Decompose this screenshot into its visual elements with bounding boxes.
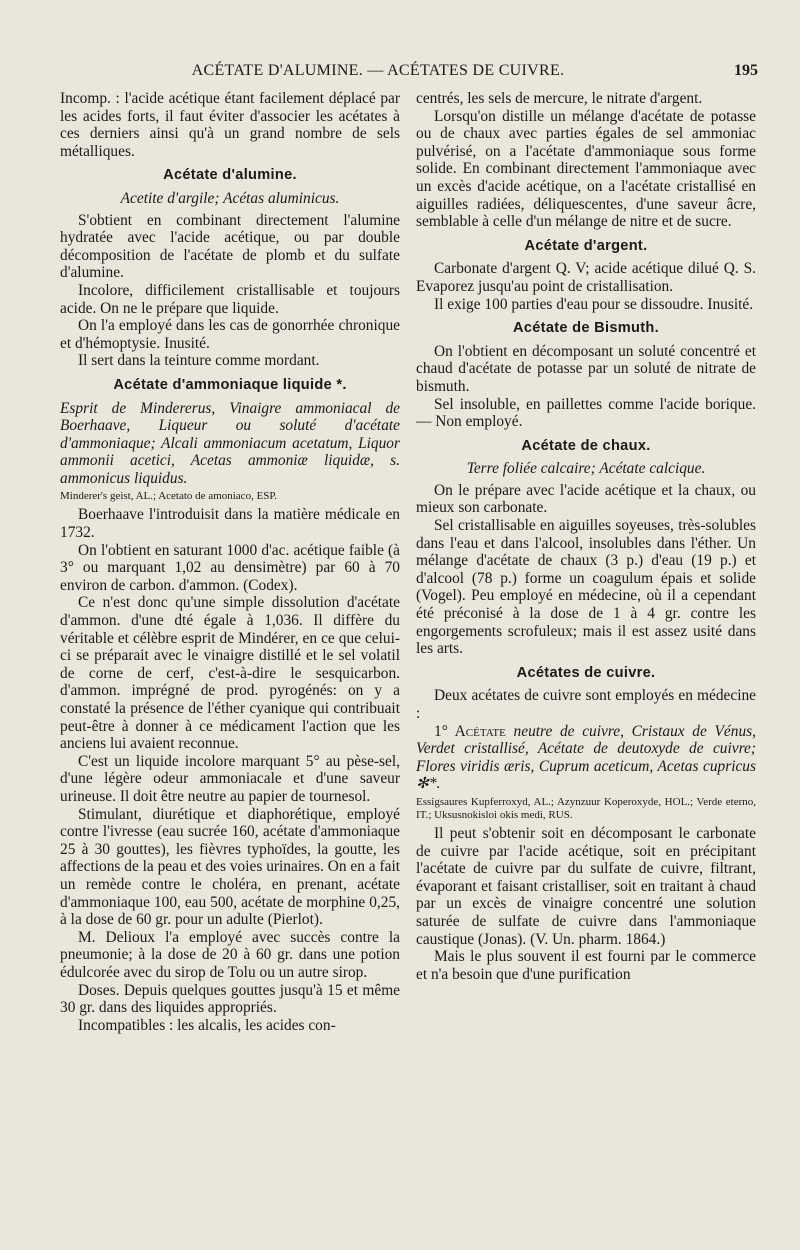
paragraph: Sel cristallisable en aiguilles soyeuses, très-solubles dans l'eau et dans l'alcool, insolubles dans l'éther. Un mélange d'acétate de chaux (3 p.) d'eau (19 p.) et d'alcool (78 p.) forme un coagulum épais et solide (Vogel). Peu employé en médecine, où il a cependant été préconisé à la dose de 1 à 4 gr. contre les engorgements scrofuleux; mais il est assez usité dans les arts. bbox=[416, 517, 756, 658]
paragraph: Sel insoluble, en paillettes comme l'acide borique. — Non employé. bbox=[416, 395, 756, 431]
paragraph: Ce n'est donc qu'une simple dissolution d'acétate d'ammon. d'une dté égale à 1,036. Il diffère du véritable et célèbre esprit de Mindérer, en ce que celui-ci se préparait avec le vinaigre distillé et le sel volatil de corne de cerf, c'est-à-dire le sesquicarbon. d'ammon. imprégné de prod. pyrogénés: on y a constaté la présence de l'éther cyanique qui contribuait peut-être à donner à ce médicament l'action que les anciens lui avaient reconnue. bbox=[60, 594, 400, 753]
paragraph: Lorsqu'on distille un mélange d'acétate de potasse ou de chaux avec parties égales de sel ammoniac pulvérisé, on a l'acétate d'ammoniaque sous forme solide. En combinant directement l'ammoniaque avec un excès d'acide acétique, on a l'acétate cristallisé en aiguilles radiées, déliquescentes, d'une saveur âcre, semblable à celle d'un mélange de nitre et de sucre. bbox=[416, 107, 756, 231]
synonyms-ammoniaque: Esprit de Mindererus, Vinaigre ammoniacal de Boerhaave, Liqueur ou soluté d'acétate d'ammoniaque; Alcali ammoniacum acetatum, Liquor ammonii acetici, Acetas ammoniæ liquidæ, s. ammonicus liquidus. bbox=[60, 399, 400, 487]
paragraph: C'est un liquide incolore marquant 5° au pèse-sel, d'une légère odeur ammoniacale et d'une saveur urineuse. Il doit être neutre au papier de tournesol. bbox=[60, 752, 400, 805]
section-heading-chaux: Acétate de chaux. bbox=[521, 437, 651, 454]
paragraph: Incolore, difficilement cristallisable et toujours acide. On ne le prépare que liquide. bbox=[60, 281, 400, 317]
left-column bbox=[60, 90, 400, 1034]
paragraph: Stimulant, diurétique et diaphorétique, employé contre l'ivresse (eau sucrée 160, acétate d'ammoniaque 25 à 30 gouttes), les fièvres typhoïdes, la goutte, les affections de la peau et des voies urinaires. On en a fait un remède contre le choléra, en prenant, acétate d'ammoniaque 100, eau 500, acétate de morphine 0,25, à la dose de 60 gr. pour un adulte (Pierlot). bbox=[60, 805, 400, 929]
synonyms-alumine: Acetite d'argile; Acétas aluminicus. bbox=[120, 189, 340, 207]
paragraph: On le prépare avec l'acide acétique et la chaux, ou mieux son carbonate. bbox=[416, 481, 756, 517]
entry-lead: 1° Acétate bbox=[434, 722, 506, 740]
section-heading-bismuth: Acétate de Bismuth. bbox=[513, 320, 659, 337]
paragraph: Doses. Depuis quelques gouttes jusqu'à 15 et même 30 gr. dans des liquides appropriés. bbox=[60, 981, 400, 1017]
paragraph: On l'obtient en décomposant un soluté concentré et chaud d'acétate de potasse par un soluté de nitrate de bismuth. bbox=[416, 342, 756, 395]
paragraph: Mais le plus souvent il est fourni par le commerce et n'a besoin que d'une purification bbox=[416, 948, 756, 983]
paragraph: Il exige 100 parties d'eau pour se dissoudre. Inusité. bbox=[434, 295, 754, 313]
paragraph: S'obtient en combinant directement l'alumine hydratée avec l'acide acétique, ou par double décomposition de l'acétate de plomb et du sulfate d'alumine. bbox=[60, 211, 400, 282]
synonyms-cuivre bbox=[416, 723, 756, 793]
foreign-names-ammoniaque: Minderer's geist, AL.; Acetato de amoniaco, ESP. bbox=[60, 490, 278, 503]
section-heading-cuivre: Acétates de cuivre. bbox=[516, 664, 656, 681]
paragraph: centrés, les sels de mercure, le nitrate d'argent. bbox=[416, 90, 703, 107]
paragraph: M. Delioux l'a employé avec succès contre la pneumonie; à la dose de 20 à 60 gr. dans une potion édulcorée avec du sirop de Tolu ou un autre sirop. bbox=[60, 928, 400, 981]
paragraph: Boerhaave l'introduisit dans la matière médicale en 1732. bbox=[60, 506, 400, 542]
paragraph: On l'a employé dans les cas de gonorrhée chronique et d'hémoptysie. Inusité. bbox=[60, 317, 400, 352]
synonyms-cuivre-text: neutre de cuivre, Cristaux de Vénus, Verdet cristallisé, Acétate de deutoxyde de cuivre; Flores viridis æris, Cuprum aceticum, Acetas cupricus ✻*. bbox=[416, 722, 756, 793]
paragraph: Il sert dans la teinture comme mordant. bbox=[78, 352, 320, 370]
page-number: 195 bbox=[734, 62, 758, 79]
synonyms-chaux: Terre foliée calcaire; Acétate calcique. bbox=[466, 460, 706, 478]
paragraph: Incomp. : l'acide acétique étant facilement déplacé par les acides forts, il faut éviter d'associer les acétates à ces derniers ainsi qu'à un grand nombre de sels métalliques. bbox=[60, 90, 400, 160]
paragraph: Incompatibles : les alcalis, les acides con- bbox=[78, 1016, 336, 1034]
paragraph: Deux acétates de cuivre sont employés en médecine : bbox=[416, 687, 756, 722]
running-title: ACÉTATE D'ALUMINE. — ACÉTATES DE CUIVRE. bbox=[191, 62, 565, 79]
foreign-names-cuivre: Essigsaures Kupferroxyd, AL.; Azynzuur Koperoxyde, HOL.; Verde eterno, IT.; Uksusnokisloi okis medi, RUS. bbox=[416, 795, 756, 821]
page-header bbox=[58, 62, 758, 84]
paragraph: Carbonate d'argent Q. V; acide acétique dilué Q. S. Evaporez jusqu'au point de cristallisation. bbox=[416, 260, 756, 295]
section-heading-argent: Acétate d'argent. bbox=[524, 237, 648, 254]
paragraph: On l'obtient en saturant 1000 d'ac. acétique faible (à 3° ou marquant 1,02 au densimètre) par 60 à 70 environ de carbon. d'ammon. (Codex). bbox=[60, 541, 400, 594]
section-heading-ammoniaque: Acétate d'ammoniaque liquide *. bbox=[113, 376, 347, 393]
paragraph: Il peut s'obtenir soit en décomposant le carbonate de cuivre par l'acide acétique, soit en précipitant l'acétate de cuivre par du sulfate de cuivre, filtrant, évaporant et faisant cristalliser, soit en traitant à chaud par un excès de vinaigre concentré une solution saturée de sulfate de cuivre dans l'ammoniaque caustique (Jonas). (V. Un. pharm. 1864.) bbox=[416, 824, 756, 948]
right-column bbox=[416, 90, 756, 983]
section-heading-alumine: Acétate d'alumine. bbox=[163, 167, 297, 184]
